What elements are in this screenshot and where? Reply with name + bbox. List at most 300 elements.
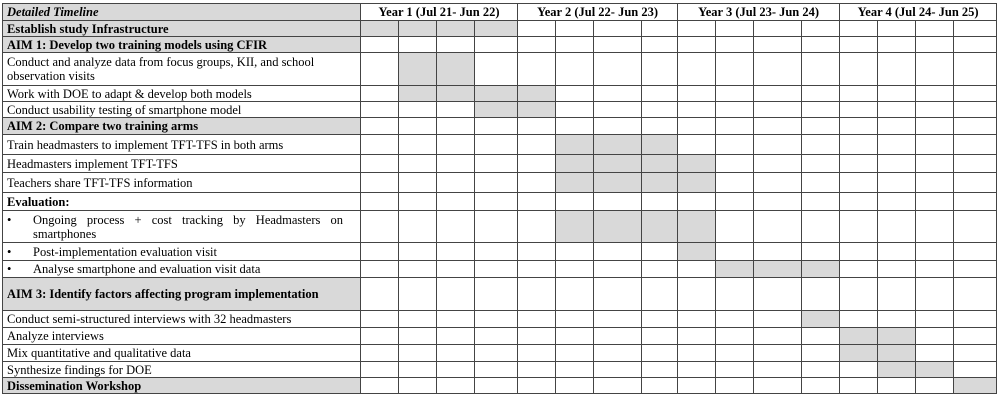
timeline-cell bbox=[840, 311, 878, 328]
timeline-cell bbox=[916, 118, 954, 135]
timeline-cell bbox=[878, 243, 916, 261]
timeline-cell bbox=[754, 155, 802, 173]
timeline-cell bbox=[594, 118, 642, 135]
timeline-cell bbox=[642, 86, 678, 102]
timeline-cell bbox=[840, 173, 878, 193]
timeline-cell bbox=[716, 118, 754, 135]
timeline-cell bbox=[518, 243, 556, 261]
timeline-cell bbox=[475, 328, 518, 345]
timeline-cell bbox=[361, 243, 399, 261]
timeline-row bbox=[3, 261, 997, 278]
timeline-cell bbox=[716, 362, 754, 378]
timeline-cell bbox=[716, 311, 754, 328]
timeline-cell bbox=[916, 378, 954, 394]
timeline-cell bbox=[678, 345, 716, 362]
timeline-cell bbox=[716, 345, 754, 362]
timeline-cell bbox=[437, 261, 475, 278]
timeline-cell bbox=[475, 135, 518, 155]
timeline-row bbox=[3, 135, 997, 155]
task-label: Conduct semi-structured interviews with 32 headmasters bbox=[3, 311, 361, 328]
timeline-cell bbox=[594, 86, 642, 102]
timeline-row bbox=[3, 21, 997, 37]
task-text: Ongoing process + cost tracking by Headmasters on smartphones bbox=[33, 212, 343, 241]
timeline-cell bbox=[642, 37, 678, 53]
timeline-cell bbox=[802, 328, 840, 345]
timeline-cell-filled bbox=[594, 211, 642, 243]
timeline-cell bbox=[475, 345, 518, 362]
timeline-cell bbox=[716, 53, 754, 86]
timeline-cell bbox=[556, 118, 594, 135]
timeline-cell bbox=[802, 211, 840, 243]
timeline-cell bbox=[716, 37, 754, 53]
timeline-cell bbox=[437, 345, 475, 362]
timeline-cell bbox=[754, 311, 802, 328]
timeline-cell-filled bbox=[802, 261, 840, 278]
timeline-cell bbox=[518, 53, 556, 86]
year-header: Year 4 (Jul 24- Jun 25) bbox=[840, 4, 997, 21]
timeline-cell bbox=[518, 362, 556, 378]
timeline-cell bbox=[437, 311, 475, 328]
timeline-cell bbox=[878, 118, 916, 135]
timeline-row bbox=[3, 378, 997, 394]
timeline-cell-filled bbox=[594, 155, 642, 173]
timeline-cell bbox=[361, 311, 399, 328]
timeline-cell bbox=[916, 328, 954, 345]
timeline-cell bbox=[916, 261, 954, 278]
timeline-cell bbox=[361, 193, 399, 211]
timeline-cell bbox=[840, 243, 878, 261]
timeline-cell bbox=[954, 118, 997, 135]
timeline-cell bbox=[716, 102, 754, 118]
timeline-cell bbox=[399, 211, 437, 243]
timeline-cell bbox=[678, 362, 716, 378]
timeline-row bbox=[3, 155, 997, 173]
timeline-cell bbox=[754, 37, 802, 53]
timeline-cell-filled bbox=[437, 53, 475, 86]
timeline-cell bbox=[802, 37, 840, 53]
task-label: Work with DOE to adapt & develop both models bbox=[3, 86, 361, 102]
timeline-cell bbox=[361, 261, 399, 278]
timeline-cell bbox=[361, 173, 399, 193]
timeline-cell bbox=[802, 243, 840, 261]
timeline-cell bbox=[642, 328, 678, 345]
timeline-cell-filled bbox=[878, 328, 916, 345]
timeline-cell bbox=[840, 261, 878, 278]
timeline-cell bbox=[399, 135, 437, 155]
timeline-cell bbox=[916, 193, 954, 211]
timeline-cell bbox=[475, 311, 518, 328]
timeline-cell-filled bbox=[399, 21, 437, 37]
timeline-cell bbox=[556, 193, 594, 211]
timeline-cell bbox=[840, 21, 878, 37]
timeline-cell bbox=[556, 37, 594, 53]
timeline-cell-filled bbox=[642, 173, 678, 193]
timeline-cell bbox=[954, 362, 997, 378]
timeline-cell bbox=[840, 155, 878, 173]
timeline-cell bbox=[916, 243, 954, 261]
timeline-cell bbox=[399, 345, 437, 362]
timeline-cell bbox=[840, 378, 878, 394]
timeline-cell bbox=[518, 37, 556, 53]
timeline-cell-filled bbox=[840, 328, 878, 345]
timeline-cell-filled bbox=[642, 211, 678, 243]
timeline-cell bbox=[802, 362, 840, 378]
timeline-cell bbox=[518, 328, 556, 345]
timeline-cell bbox=[437, 328, 475, 345]
timeline-cell bbox=[878, 378, 916, 394]
group-label: Evaluation: bbox=[3, 193, 361, 211]
timeline-cell bbox=[878, 193, 916, 211]
timeline-cell bbox=[954, 86, 997, 102]
timeline-cell bbox=[802, 173, 840, 193]
timeline-cell bbox=[518, 118, 556, 135]
timeline-cell bbox=[361, 155, 399, 173]
timeline-cell bbox=[678, 53, 716, 86]
timeline-cell bbox=[954, 311, 997, 328]
section-label: Dissemination Workshop bbox=[3, 378, 361, 394]
timeline-cell bbox=[642, 118, 678, 135]
timeline-cell bbox=[754, 173, 802, 193]
timeline-cell bbox=[399, 243, 437, 261]
timeline-row bbox=[3, 53, 997, 86]
timeline-cell bbox=[840, 362, 878, 378]
timeline-cell-filled bbox=[878, 362, 916, 378]
timeline-cell bbox=[754, 53, 802, 86]
timeline-cell bbox=[642, 362, 678, 378]
timeline-cell bbox=[916, 311, 954, 328]
timeline-cell bbox=[754, 21, 802, 37]
timeline-cell bbox=[437, 135, 475, 155]
header-row bbox=[3, 4, 997, 21]
timeline-cell-filled bbox=[475, 86, 518, 102]
timeline-cell bbox=[399, 155, 437, 173]
timeline-cell-filled bbox=[754, 261, 802, 278]
timeline-cell bbox=[437, 278, 475, 311]
timeline-row bbox=[3, 362, 997, 378]
timeline-cell-filled bbox=[518, 86, 556, 102]
timeline-cell bbox=[754, 243, 802, 261]
section-label: AIM 2: Compare two training arms bbox=[3, 118, 361, 135]
timeline-cell bbox=[556, 53, 594, 86]
timeline-cell bbox=[802, 155, 840, 173]
timeline-cell bbox=[642, 345, 678, 362]
timeline-cell-filled bbox=[475, 21, 518, 37]
timeline-cell bbox=[954, 278, 997, 311]
timeline-row bbox=[3, 118, 997, 135]
timeline-cell bbox=[878, 86, 916, 102]
timeline-cell bbox=[678, 118, 716, 135]
timeline-cell bbox=[954, 102, 997, 118]
timeline-cell bbox=[916, 155, 954, 173]
timeline-cell bbox=[437, 193, 475, 211]
year-header: Year 3 (Jul 23- Jun 24) bbox=[678, 4, 840, 21]
timeline-cell bbox=[840, 37, 878, 53]
timeline-row bbox=[3, 278, 997, 311]
timeline-cell bbox=[642, 193, 678, 211]
timeline-cell bbox=[518, 345, 556, 362]
timeline-cell-filled bbox=[475, 102, 518, 118]
timeline-cell bbox=[840, 193, 878, 211]
timeline-cell bbox=[361, 102, 399, 118]
timeline-cell bbox=[916, 211, 954, 243]
timeline-cell bbox=[878, 211, 916, 243]
timeline-row bbox=[3, 328, 997, 345]
timeline-cell bbox=[594, 261, 642, 278]
timeline-cell-filled bbox=[594, 135, 642, 155]
timeline-cell bbox=[716, 135, 754, 155]
timeline-cell bbox=[916, 37, 954, 53]
timeline-cell bbox=[642, 261, 678, 278]
timeline-table bbox=[2, 3, 997, 394]
timeline-cell bbox=[399, 193, 437, 211]
timeline-cell bbox=[754, 328, 802, 345]
timeline-cell bbox=[678, 328, 716, 345]
timeline-cell bbox=[916, 173, 954, 193]
timeline-cell bbox=[594, 378, 642, 394]
timeline-cell bbox=[954, 53, 997, 86]
timeline-cell bbox=[361, 53, 399, 86]
timeline-cell bbox=[594, 311, 642, 328]
timeline-cell-filled bbox=[556, 155, 594, 173]
timeline-cell bbox=[475, 193, 518, 211]
task-label bbox=[3, 243, 361, 261]
timeline-cell bbox=[678, 102, 716, 118]
timeline-cell bbox=[642, 102, 678, 118]
timeline-cell bbox=[399, 362, 437, 378]
timeline-cell-filled bbox=[678, 155, 716, 173]
timeline-cell bbox=[840, 53, 878, 86]
section-label: Establish study Infrastructure bbox=[3, 21, 361, 37]
timeline-cell bbox=[716, 173, 754, 193]
timeline-cell bbox=[642, 243, 678, 261]
task-label: Analyze interviews bbox=[3, 328, 361, 345]
timeline-cell bbox=[802, 278, 840, 311]
timeline-cell bbox=[399, 328, 437, 345]
timeline-cell bbox=[437, 211, 475, 243]
timeline-cell bbox=[802, 135, 840, 155]
timeline-cell bbox=[878, 155, 916, 173]
timeline-row bbox=[3, 102, 997, 118]
timeline-cell bbox=[878, 53, 916, 86]
timeline-cell bbox=[678, 311, 716, 328]
timeline-cell bbox=[716, 86, 754, 102]
timeline-cell bbox=[916, 21, 954, 37]
timeline-cell bbox=[840, 135, 878, 155]
timeline-cell bbox=[556, 102, 594, 118]
timeline-cell bbox=[475, 53, 518, 86]
timeline-cell bbox=[361, 328, 399, 345]
task-label: Conduct and analyze data from focus groups, KII, and school observation visits bbox=[3, 53, 361, 86]
timeline-cell bbox=[916, 53, 954, 86]
bullet-icon: • bbox=[7, 212, 12, 227]
timeline-cell bbox=[556, 362, 594, 378]
timeline-cell bbox=[475, 211, 518, 243]
timeline-cell bbox=[878, 135, 916, 155]
timeline-cell bbox=[642, 21, 678, 37]
timeline-cell bbox=[399, 311, 437, 328]
timeline-cell bbox=[916, 86, 954, 102]
task-label: Synthesize findings for DOE bbox=[3, 362, 361, 378]
timeline-cell bbox=[802, 102, 840, 118]
year-header: Year 2 (Jul 22- Jun 23) bbox=[518, 4, 678, 21]
timeline-cell bbox=[802, 118, 840, 135]
timeline-cell bbox=[642, 278, 678, 311]
timeline-row bbox=[3, 37, 997, 53]
timeline-cell bbox=[361, 211, 399, 243]
timeline-cell bbox=[556, 311, 594, 328]
timeline-cell bbox=[437, 362, 475, 378]
timeline-cell bbox=[361, 345, 399, 362]
timeline-cell bbox=[437, 118, 475, 135]
timeline-cell bbox=[475, 378, 518, 394]
timeline-cell bbox=[361, 362, 399, 378]
timeline-cell bbox=[878, 102, 916, 118]
timeline-cell bbox=[678, 86, 716, 102]
timeline-cell bbox=[716, 155, 754, 173]
timeline-cell bbox=[716, 243, 754, 261]
timeline-cell bbox=[594, 53, 642, 86]
timeline-cell bbox=[399, 118, 437, 135]
timeline-cell bbox=[594, 37, 642, 53]
timeline-cell bbox=[878, 21, 916, 37]
timeline-cell bbox=[594, 328, 642, 345]
timeline-cell bbox=[399, 37, 437, 53]
task-label bbox=[3, 211, 361, 243]
timeline-cell bbox=[802, 86, 840, 102]
task-label: Train headmasters to implement TFT-TFS in both arms bbox=[3, 135, 361, 155]
timeline-cell bbox=[840, 211, 878, 243]
timeline-cell bbox=[716, 193, 754, 211]
timeline-cell-filled bbox=[399, 53, 437, 86]
timeline-cell bbox=[840, 102, 878, 118]
timeline-cell bbox=[361, 135, 399, 155]
timeline-cell bbox=[556, 378, 594, 394]
timeline-cell bbox=[475, 118, 518, 135]
timeline-cell-filled bbox=[916, 362, 954, 378]
timeline-cell bbox=[916, 278, 954, 311]
task-label: Conduct usability testing of smartphone model bbox=[3, 102, 361, 118]
timeline-cell bbox=[678, 278, 716, 311]
timeline-cell bbox=[802, 378, 840, 394]
timeline-cell bbox=[556, 345, 594, 362]
timeline-cell bbox=[518, 135, 556, 155]
timeline-cell bbox=[716, 21, 754, 37]
timeline-cell bbox=[518, 155, 556, 173]
timeline-cell bbox=[437, 102, 475, 118]
timeline-cell bbox=[878, 37, 916, 53]
timeline-cell-filled bbox=[594, 173, 642, 193]
timeline-cell bbox=[594, 21, 642, 37]
timeline-cell bbox=[594, 362, 642, 378]
timeline-row bbox=[3, 173, 997, 193]
timeline-cell bbox=[594, 345, 642, 362]
timeline-cell bbox=[556, 261, 594, 278]
timeline-cell bbox=[954, 261, 997, 278]
timeline-cell-filled bbox=[678, 211, 716, 243]
timeline-cell bbox=[475, 278, 518, 311]
timeline-cell-filled bbox=[802, 311, 840, 328]
timeline-cell bbox=[916, 135, 954, 155]
timeline-cell-filled bbox=[642, 155, 678, 173]
timeline-cell bbox=[437, 378, 475, 394]
timeline-cell bbox=[840, 118, 878, 135]
timeline-cell bbox=[399, 102, 437, 118]
bullet-icon: • bbox=[7, 262, 12, 276]
timeline-cell bbox=[518, 261, 556, 278]
timeline-cell bbox=[716, 378, 754, 394]
timeline-cell-filled bbox=[556, 173, 594, 193]
timeline-cell bbox=[802, 21, 840, 37]
timeline-cell bbox=[954, 328, 997, 345]
timeline-cell bbox=[437, 243, 475, 261]
timeline-cell bbox=[437, 155, 475, 173]
timeline-cell bbox=[475, 362, 518, 378]
timeline-cell bbox=[754, 278, 802, 311]
timeline-cell bbox=[802, 193, 840, 211]
timeline-cell bbox=[916, 345, 954, 362]
timeline-header: Detailed Timeline bbox=[3, 4, 361, 21]
timeline-cell bbox=[754, 345, 802, 362]
timeline-cell bbox=[802, 53, 840, 86]
timeline-cell bbox=[802, 345, 840, 362]
timeline-cell-filled bbox=[954, 378, 997, 394]
bullet-icon: • bbox=[7, 244, 12, 259]
timeline-cell bbox=[518, 193, 556, 211]
timeline-cell bbox=[556, 86, 594, 102]
timeline-cell bbox=[678, 261, 716, 278]
timeline-cell bbox=[361, 278, 399, 311]
timeline-cell bbox=[518, 311, 556, 328]
timeline-cell bbox=[437, 37, 475, 53]
timeline-cell-filled bbox=[642, 135, 678, 155]
timeline-cell-filled bbox=[556, 211, 594, 243]
timeline-cell bbox=[678, 378, 716, 394]
timeline-cell-filled bbox=[518, 102, 556, 118]
timeline-cell bbox=[754, 362, 802, 378]
timeline-cell bbox=[399, 278, 437, 311]
timeline-cell bbox=[518, 173, 556, 193]
timeline-cell bbox=[361, 378, 399, 394]
timeline-cell bbox=[642, 53, 678, 86]
timeline-cell-filled bbox=[399, 86, 437, 102]
timeline-cell bbox=[475, 261, 518, 278]
timeline-cell bbox=[954, 173, 997, 193]
task-text: Post-implementation evaluation visit bbox=[33, 244, 218, 259]
task-label: Mix quantitative and qualitative data bbox=[3, 345, 361, 362]
task-label: Teachers share TFT-TFS information bbox=[3, 173, 361, 193]
timeline-cell bbox=[954, 135, 997, 155]
timeline-cell-filled bbox=[840, 345, 878, 362]
timeline-cell bbox=[678, 37, 716, 53]
timeline-cell bbox=[399, 173, 437, 193]
timeline-cell bbox=[399, 378, 437, 394]
timeline-row bbox=[3, 211, 997, 243]
timeline-cell bbox=[754, 86, 802, 102]
timeline-cell bbox=[475, 37, 518, 53]
timeline-cell bbox=[878, 311, 916, 328]
timeline-cell bbox=[954, 21, 997, 37]
timeline-cell bbox=[399, 261, 437, 278]
timeline-cell bbox=[754, 193, 802, 211]
timeline-cell bbox=[954, 345, 997, 362]
timeline-cell bbox=[954, 211, 997, 243]
timeline-cell bbox=[754, 102, 802, 118]
timeline-cell bbox=[556, 328, 594, 345]
timeline-cell bbox=[642, 378, 678, 394]
timeline-cell-filled bbox=[361, 21, 399, 37]
task-text: Analyse smartphone and evaluation visit data bbox=[33, 262, 261, 276]
timeline-cell bbox=[475, 155, 518, 173]
